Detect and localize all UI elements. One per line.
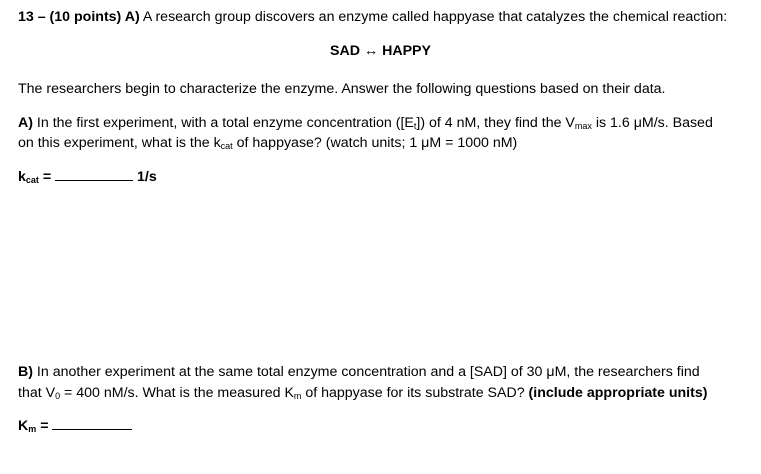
kcat-label: k [18, 169, 26, 185]
question-number: 13 – (10 points) A) [18, 9, 140, 25]
part-a-line-2: on this experiment, what is the $k_{cat}$ of happyase? (watch units; 1 μM = 1000 nM) [18, 135, 518, 151]
question-header-text: A research group discovers an enzyme called happyase that catalyzes the chemical reaction: [139, 9, 728, 25]
question-header [18, 8, 727, 26]
part-b-line-1: B) In another experiment at the same total enzyme concentration and a [SAD] of 30 μM, the researchers find [18, 364, 700, 380]
kcat-answer-blank[interactable] [55, 167, 133, 181]
part-a-line-1: A) In the first experiment, with a total enzyme concentration $([E_t])$ of 4 nM, they find the $V_{max}$ is 1.6 μM/s. Based [18, 115, 713, 131]
km-label: K [18, 418, 29, 434]
reaction-equation: SAD ↔ HAPPY [330, 43, 431, 59]
kcat-answer-row: $k_{cat} = 1/s$ [18, 169, 157, 185]
km-answer-row: $K_m$ = [18, 416, 132, 435]
part-a-label: A) [18, 115, 33, 131]
part-b-label: B) [18, 364, 33, 380]
part-b-line-2: that $V_0 = 400$ nM/s. What is the measured $K_m$ of happyase for its substrate SAD? (include appropriate units) [18, 385, 708, 401]
intro-text: The researchers begin to characterize the enzyme. Answer the following questions based on their data. [18, 81, 666, 97]
kcat-unit: 1/s [137, 169, 157, 185]
km-answer-blank[interactable] [52, 416, 132, 430]
